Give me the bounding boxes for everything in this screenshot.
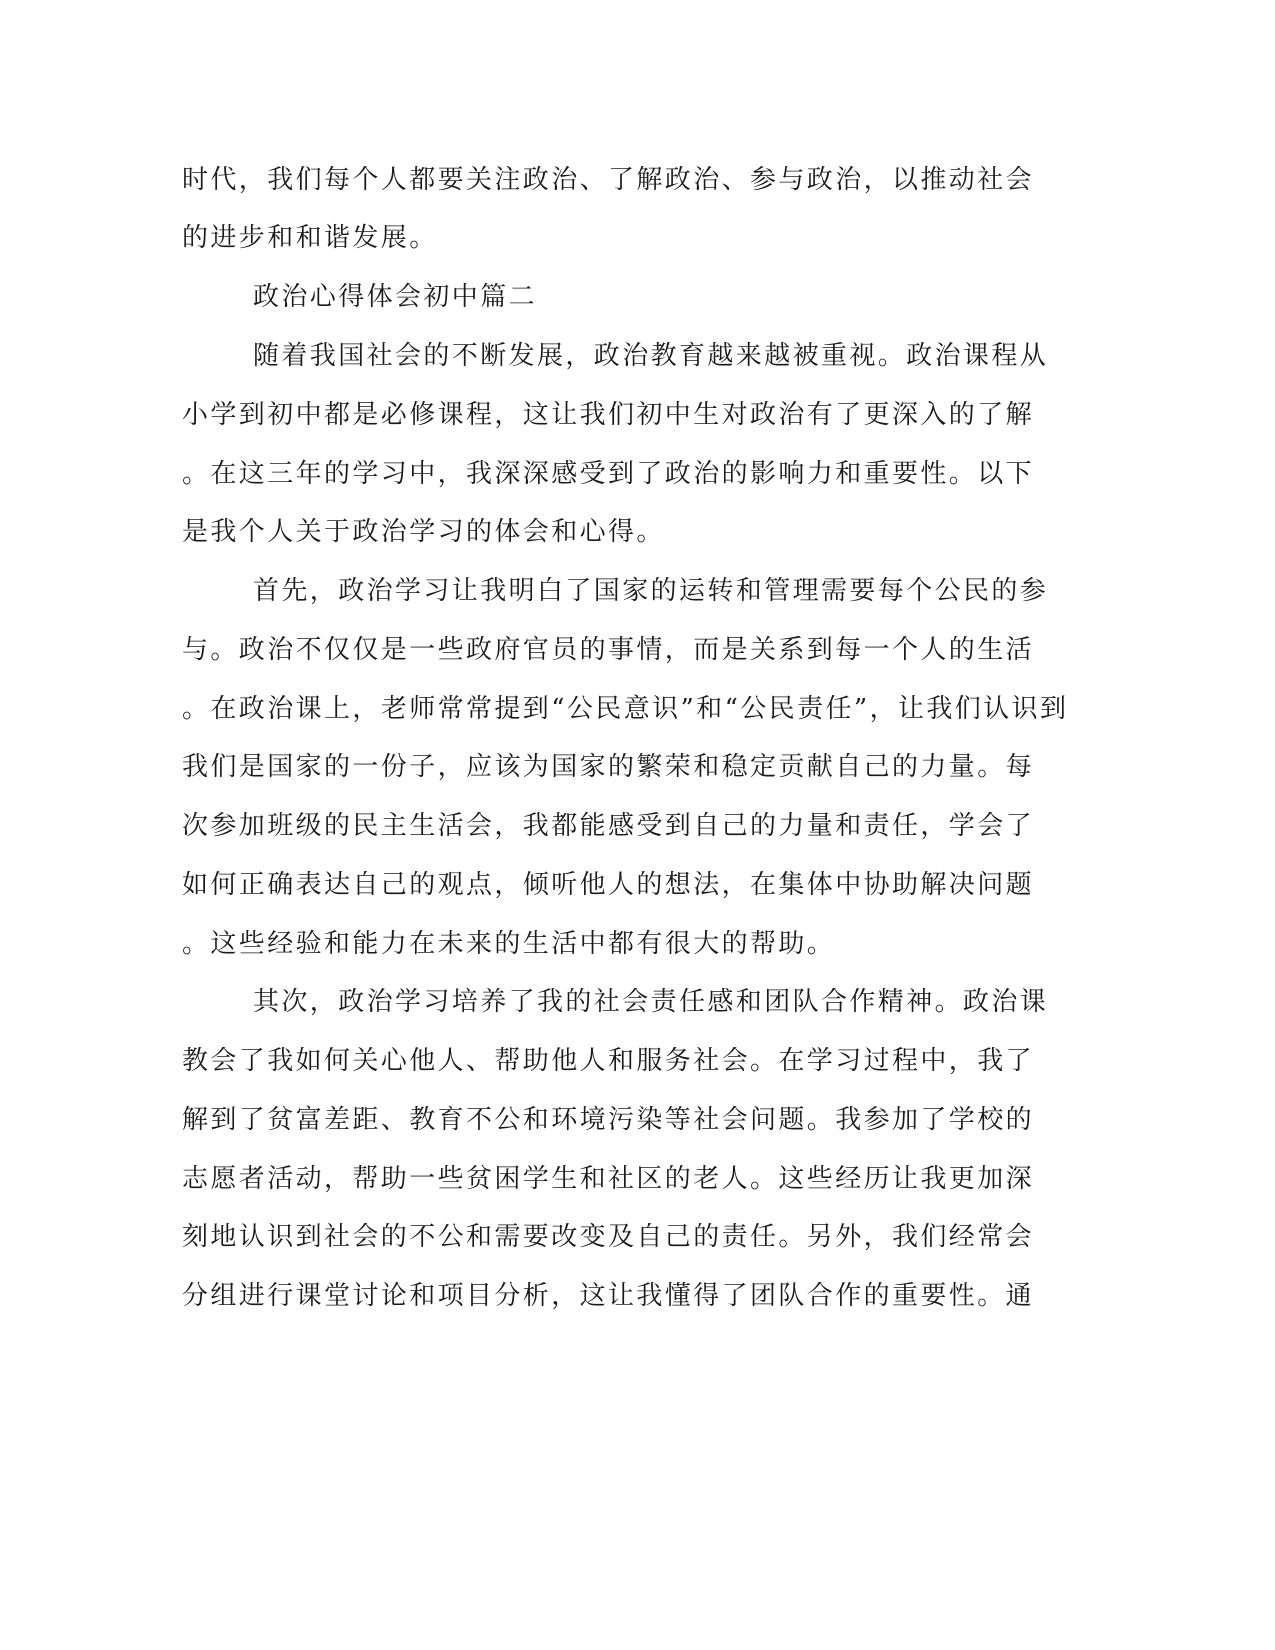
text-line: 。在这三年的学习中，我深深感受到了政治的影响力和重要性。以下 — [182, 459, 1035, 489]
text-line: 时代，我们每个人都要关注政治、了解政治、参与政治，以推动社会 — [182, 165, 1035, 195]
text-line: 。在政治课上，老师常常提到“公民意识”和“公民责任”，让我们认识到 — [182, 694, 1069, 724]
text-line: 解到了贫富差距、教育不公和环境污染等社会问题。我参加了学校的 — [182, 1105, 1035, 1135]
text-line: 志愿者活动，帮助一些贫困学生和社区的老人。这些经历让我更加深 — [182, 1164, 1035, 1194]
text-line: 刻地认识到社会的不公和需要改变及自己的责任。另外，我们经常会 — [182, 1222, 1035, 1252]
text-line: 教会了我如何关心他人、帮助他人和服务社会。在学习过程中，我了 — [182, 1046, 1035, 1076]
section-heading: 政治心得体会初中篇二 — [253, 282, 538, 312]
text-line: 小学到初中都是必修课程，这让我们初中生对政治有了更深入的了解 — [182, 400, 1035, 430]
text-line: 的进步和和谐发展。 — [182, 223, 438, 253]
text-line: 是我个人关于政治学习的体会和心得。 — [182, 517, 665, 547]
text-line: 与。政治不仅仅是一些政府官员的事情，而是关系到每一个人的生活 — [182, 635, 1035, 665]
text-line: 次参加班级的民主生活会，我都能感受到自己的力量和责任，学会了 — [182, 811, 1035, 841]
text-line: 如何正确表达自己的观点，倾听他人的想法，在集体中协助解决问题 — [182, 870, 1035, 900]
paragraph-start-line: 其次，政治学习培养了我的社会责任感和团队合作精神。政治课 — [253, 987, 1049, 1017]
text-line: 我们是国家的一份子，应该为国家的繁荣和稳定贡献自己的力量。每 — [182, 752, 1035, 782]
text-line: 。这些经验和能力在未来的生活中都有很大的帮助。 — [182, 929, 836, 959]
text-line: 分组进行课堂讨论和项目分析，这让我懂得了团队合作的重要性。通 — [182, 1281, 1035, 1311]
paragraph-start-line: 随着我国社会的不断发展，政治教育越来越被重视。政治课程从 — [253, 341, 1049, 371]
paragraph-start-line: 首先，政治学习让我明白了国家的运转和管理需要每个公民的参 — [253, 576, 1049, 606]
